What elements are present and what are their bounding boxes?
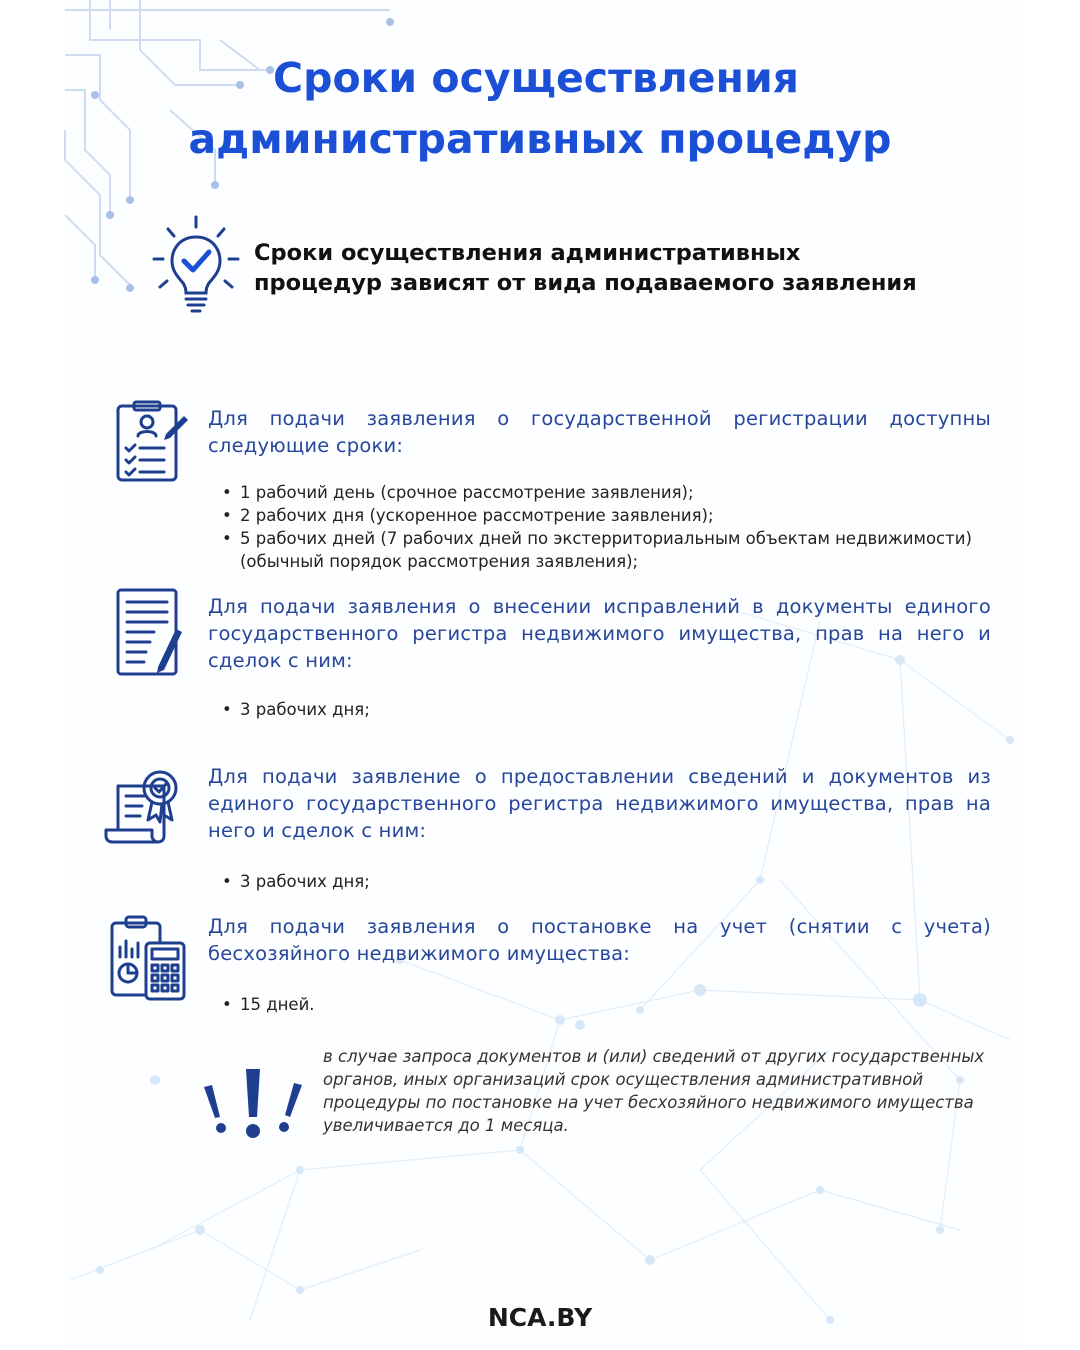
clipboard-checklist-icon	[114, 400, 190, 484]
document-edit-icon	[114, 587, 184, 679]
section-1-heading: Для подачи заявления о государственной регистрации доступны следующие сроки:	[208, 407, 991, 457]
lightbulb-check-icon	[150, 215, 242, 320]
list-item: • 2 рабочих дня (ускоренное рассмотрение заявления);	[222, 504, 1002, 527]
intro-line1: Сроки осуществления административных	[254, 240, 801, 266]
section-3-list	[222, 870, 1002, 893]
certificate-icon	[102, 762, 188, 846]
section-3-heading: Для подачи заявление о предоставлении сведений и документов из единого государственного регистра недвижимого имущества, прав на него и сделок с ним:	[208, 765, 991, 842]
exclamation-icon	[198, 1065, 310, 1141]
list-item: • 5 рабочих дней (7 рабочих дней по экстерриториальным объектам недвижимости) (обычный порядок рассмотрения заявления);	[222, 527, 1002, 573]
section-1-list	[222, 481, 1002, 573]
section-2-heading: Для подачи заявления о внесении исправлений в документы единого государственного регистра недвижимого имущества, прав на него и сделок с ним:	[208, 595, 991, 672]
list-item: • 3 рабочих дня;	[222, 870, 1002, 893]
section-4-list	[222, 993, 1002, 1016]
section-2-list	[222, 698, 1002, 721]
section-4-heading: Для подачи заявления о постановке на учет (снятии с учета) бесхозяйного недвижимого имущества:	[208, 915, 991, 965]
footer-site: NCA.BY	[487, 1303, 593, 1332]
intro-line2: процедур зависят от вида подаваемого заявления	[254, 270, 917, 296]
note-text: в случае запроса документов и (или) сведений от других государственных органов, иных организаций срок осуществления административной процедуры по постановке на учет бесхозяйного недвижимого имущества увеличивается до 1 месяца.	[323, 1047, 985, 1135]
page-title-line2: административных процедур	[188, 115, 892, 163]
list-item: • 3 рабочих дня;	[222, 698, 1002, 721]
list-item: • 15 дней.	[222, 993, 1002, 1016]
page-title-line1: Сроки осуществления	[273, 54, 799, 102]
list-item: • 1 рабочий день (срочное рассмотрение заявления);	[222, 481, 1002, 504]
intro-text	[254, 238, 1014, 298]
calculator-report-icon	[108, 913, 188, 1003]
